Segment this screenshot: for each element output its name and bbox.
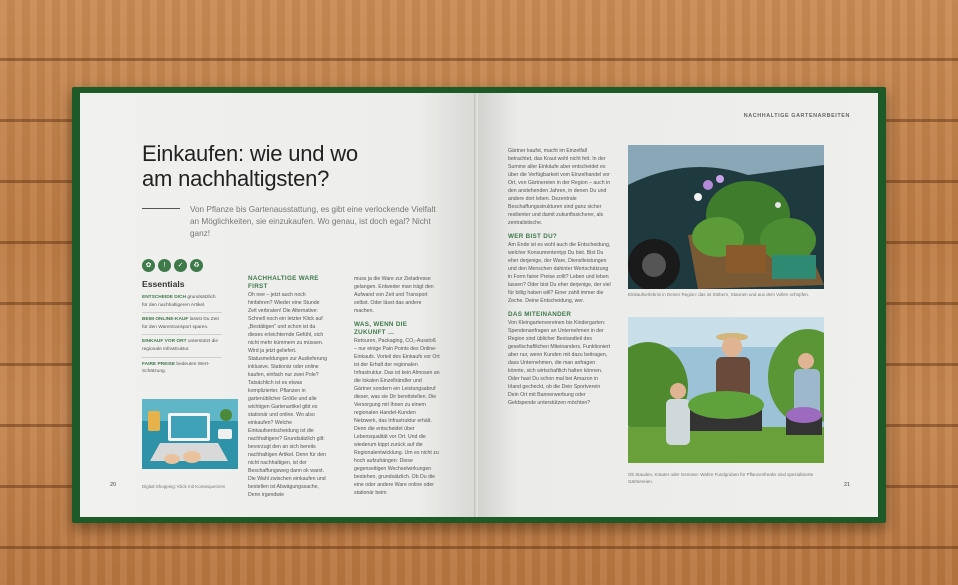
digital-shopping-photo [142, 399, 238, 469]
photo-caption: Digital Shopping: Klick mit Konsequenzen [142, 484, 226, 489]
photo-caption: Einkaufserlebnis in Deiner Region: das ist Stöbern, Staunen und aus dem Vollen schöpfen. [628, 292, 810, 297]
lead-text: Von Pflanze bis Gartenausstattung, es gibt eine verlockende Vielfalt an Möglichkeiten, sie einzukaufen. Wo genau, ist doch egal? Nicht ganz! [190, 205, 436, 238]
section-heading: WER BIST DU? [508, 233, 558, 240]
column-3 [508, 147, 612, 407]
essentials-item: ENTSCHEIDE DICH grundsätzlich für den nachhaltigeren Artikel. [142, 293, 222, 313]
essentials-item: EINKAUF VOR ORT unterstützt die regionale Infrastruktur. [142, 337, 222, 357]
essentials-item: FAIRE PREISE bedeuten Wert-Schätzung. [142, 361, 210, 375]
exclamation-icon: ! [158, 259, 171, 272]
left-page [80, 93, 476, 517]
page-number: 20 [110, 482, 116, 488]
essentials-icons [142, 259, 203, 272]
body-text: Retouren, Packaging, CO₂-Ausstoß – nur einige Pain Points des Online-Einkaufs. Vorteil des Einkaufs vor Ort ist der Erhalt der regionalen Infrastruktur. Das ist kein Almosen an die lokalen Einzelhändler und Gärtner sondern ein Leistungsabruf dieser, was sie Dir bereitstellen. Die Versorgung mit Ihnen zu einem regionalen Handel-Kunden Netzwerk, das Infrastruktur erhält. Denn die entscheidet über Lebensqualität vor Ort. Und die wiederum kippt zurück auf die Regionalentwicklung. Um es nicht zu hoch aufzuhängen: Diese gegenseitigen Wechselwirkungen bestehen, grundsätzlich. Ob Du die eine oder andere Ware online oder stationär beim [354, 338, 440, 496]
gardeners-photo [628, 317, 824, 463]
body-text: muss ja die Ware zur Zieladresse gelangen. Entweder man trägt den Aufwand von Zeit und Transport selbst. Oder lässt das andere machen. [354, 276, 434, 314]
right-page [478, 93, 878, 517]
check-icon: ✓ [174, 259, 187, 272]
body-text: Oh nee – jetzt auch noch hinfahren? Wieder eine Stunde Zeit verbraten! Die Alternative: Schnell noch ein letzter Klick auf „Bestätigen" und schon ist da dieses erleichternde Gefühl, sich nicht mehr kümmern zu müssen. Wird ja jetzt geliefert. Statusmeldungen zur Auslieferung inklusive. Stationär oder online kaufen, einfach nur zwei Pole? Tatsächlich ist es etwas komplizierter. Pflanzen in gartenüblicher Größe und alle wichtigen Gartenartikel gibt es stationär und online. Wo also einkaufen? Welche Einkaufsentscheidung ist die nachhaltigere? Grundsätzlich gilt: bevorzugt den an sich bereits nachhaltigen Artikel. Denn für den nicht nachhaltigen, ist der Beschaffungsweg dann ok warst. Die Wahl zwischen einkaufen und bestellen ist Abwägungssache, Denn irgendwie [248, 292, 328, 498]
essentials-item: BEIM ONLINE-KAUF lassst Du Zeit für den Warentransport sparen. [142, 315, 222, 335]
photo-caption: Ob Stauden, Kräuter oder Gemüse: Wahre Fundgruben für Pflanzenfreaks sind spezialisierte Gärtnereien. [628, 472, 814, 484]
title-rule [142, 208, 180, 209]
body-text: Von Kleingartenvereinen bis Kindergarten: Spendenanfragen an Unternehmen in der Region sind üblicher Bestandteil des gesellschaftlichen Miteinanders. Funktioniert aber nur, wenn Kunden mit dazu beitragen, dass Unternehmen, die man anfragen könnte, sich wirtschaftlich halten können. Oder hast Du schon mal bei Amazon in Irland gecheckt, ob die Dein Sportverein Dein Ort mit Bannerwerbung oder Geldspende unterstützen möchten? [508, 320, 611, 406]
leaf-icon: ✿ [142, 259, 155, 272]
section-heading: DAS MITEINANDER [508, 311, 572, 318]
essentials-list [142, 293, 222, 381]
recycle-icon: ♻ [190, 259, 203, 272]
page-title: Einkaufen: wie und wo am nachhaltigsten? [142, 141, 358, 191]
essentials-heading: Essentials [142, 279, 185, 289]
running-head: NACHHALTIGE GARTENARBEITEN [743, 113, 850, 119]
body-text: Gärtner kaufst, macht im Einzelfall betrachtet, das Kraut wohl nicht fett. In der Summe aller Einkäufe aber entscheidet es über die Verfügbarkeit vom Einzelhandel vor Ort, von Gärtnereien in der Region – auch in den anstehenden Jahren, in denen Du und andere dort leben. Dezentrale Beschaffungsstrukturen sind ganz sicher resilienter und damit zukunftssicherer, als zentralistische. [508, 148, 611, 226]
column-2 [354, 275, 440, 497]
plants-in-car-photo [628, 145, 824, 289]
column-1 [248, 275, 328, 499]
section-heading: NACHHALTIGE WARE FIRST [248, 275, 319, 290]
page-number: 21 [844, 482, 850, 488]
section-heading: WAS, WENN DIE ZUKUNFT … [354, 321, 408, 336]
open-book [72, 87, 886, 523]
body-text: Am Ende ist es wohl auch die Entscheidung, welcher Konsumententyp Du bist. Bist Du eher derjenige, der Ware, Dienstleistungen und den Menschen dahinter Wertschätzung in Form fairer Preise zollt? Leben und leben lassen? Oder bist Du eher derjenige, der viel für billig haben will? Einer zahlt immer die Zeche. Deine Entscheidung, wer. [508, 242, 611, 304]
